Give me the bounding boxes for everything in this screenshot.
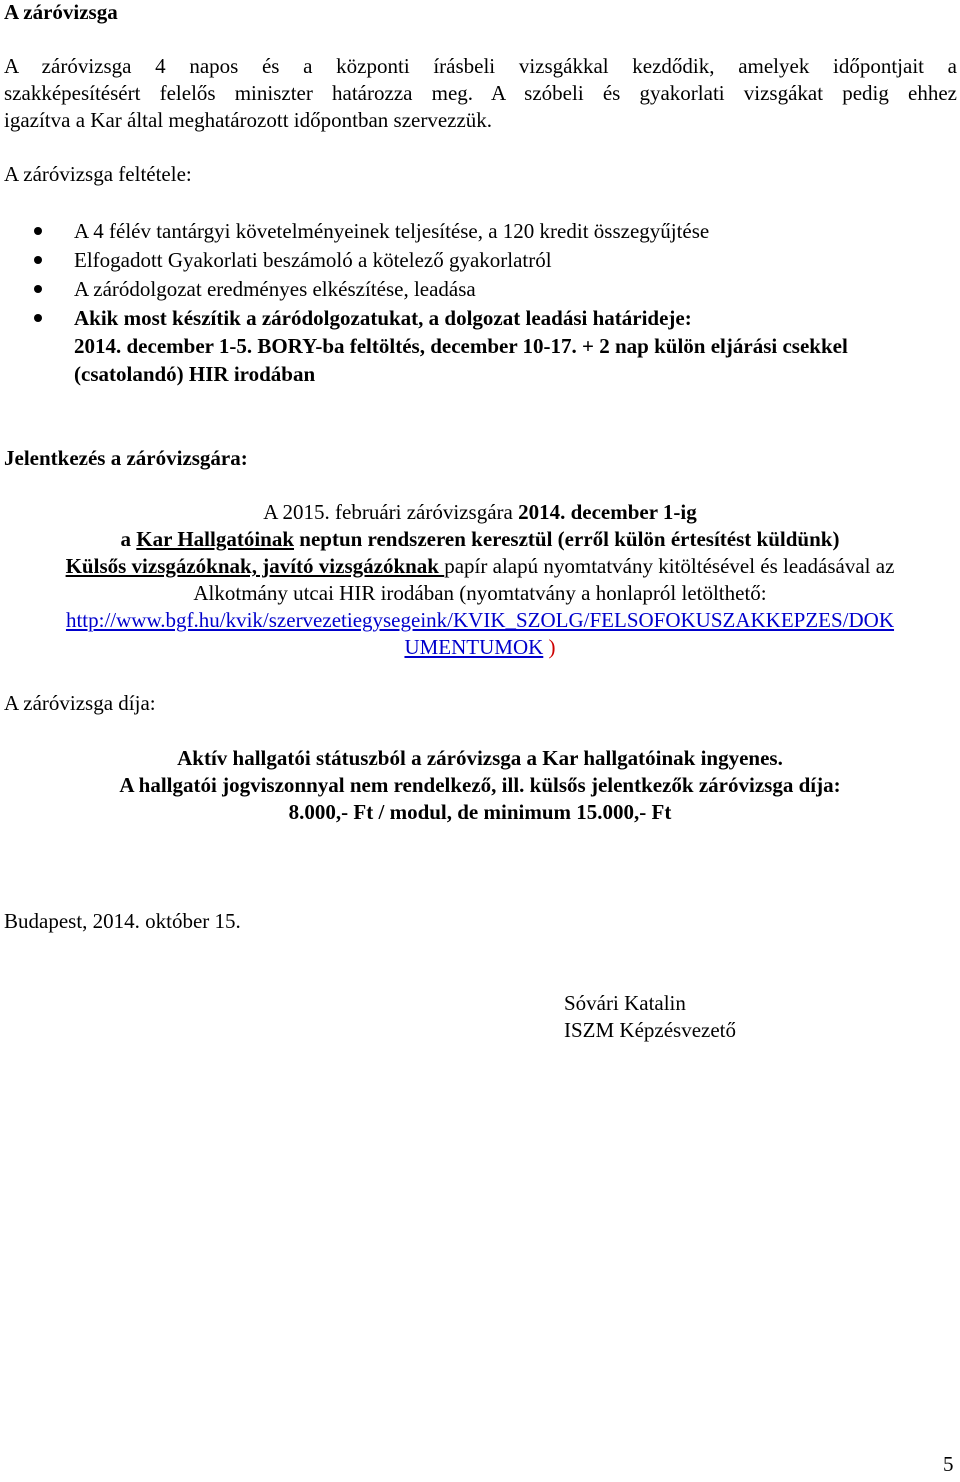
fee-heading: A záróvizsga díja:: [4, 691, 156, 715]
deadline-text: A 2015. februári záróvizsgára: [263, 500, 519, 524]
fee-line-1: Aktív hallgatói státuszból a záróvizsga a Kar hallgatóinak ingyenes.: [177, 746, 783, 770]
registration-deadline: [0, 500, 960, 525]
condition-item-4-line-2: 2014. december 1-5. BORY-ba feltöltés, december 10-17. + 2 nap külön eljárási csekkel: [74, 334, 848, 358]
external-underlined: Külsős vizsgázóknak, javító vizsgázóknak: [65, 554, 445, 578]
condition-item-4-line-3: (csatolandó) HIR irodában: [74, 362, 316, 386]
download-link-cont[interactable]: UMENTUMOK: [404, 635, 544, 659]
intro-line-3: igazítva a Kar által meghatározott időpontban szervezzük.: [4, 108, 493, 132]
condition-item-2: Elfogadott Gyakorlati beszámoló a kötelező gyakorlatról: [74, 248, 552, 272]
condition-item-1: A 4 félév tantárgyi követelményeinek teljesítése, a 120 kredit összegyűjtése: [74, 219, 710, 243]
date-place: Budapest, 2014. október 15.: [4, 909, 241, 933]
condition-item-3: A záródolgozat eredményes elkészítése, leadása: [74, 277, 476, 301]
fee-line-2: A hallgatói jogviszonnyal nem rendelkező, ill. külsős jelentkezők záróvizsga díja:: [119, 773, 841, 797]
registration-students: [0, 527, 960, 552]
registration-link-line-1[interactable]: [0, 608, 960, 633]
page-number: 5: [943, 1452, 954, 1476]
students-prefix: a: [120, 527, 137, 551]
closing-paren: ): [543, 635, 556, 659]
bullet-icon: [34, 227, 42, 235]
fee-line-3: 8.000,- Ft / modul, de minimum 15.000,- Ft: [288, 800, 672, 824]
students-rest: neptun rendszeren keresztül (erről külön értesítést küldünk): [294, 527, 840, 551]
bullet-icon: [34, 314, 42, 322]
bullet-icon: [34, 285, 42, 293]
condition-item-4-line-1: Akik most készítik a záródolgozatukat, a dolgozat leadási határideje:: [74, 306, 692, 330]
students-underlined: Kar Hallgatóinak: [136, 527, 295, 551]
deadline-date: 2014. december 1-ig: [518, 500, 697, 524]
bullet-icon: [34, 256, 42, 264]
conditions-heading: A záróvizsga feltétele:: [4, 162, 192, 186]
external-rest: papír alapú nyomtatvány kitöltésével és leadásával az: [444, 554, 895, 578]
download-link[interactable]: http://www.bgf.hu/kvik/szervezetiegysegeink/KVIK_SZOLG/FELSOFOKUSZAKKEPZES/DOK: [65, 608, 895, 632]
signature-name: Sóvári Katalin: [564, 991, 686, 1015]
signature-role: ISZM Képzésvezető: [564, 1018, 737, 1042]
intro-line-1: A záróvizsga 4 napos és a központi írásbeli vizsgákkal kezdődik, amelyek időpontjait a: [4, 54, 957, 78]
document-title: A záróvizsga: [4, 0, 118, 24]
registration-heading: Jelentkezés a záróvizsgára:: [4, 446, 248, 470]
registration-office: Alkotmány utcai HIR irodában (nyomtatvány a honlapról letölthető:: [193, 581, 767, 605]
registration-external: [0, 554, 960, 579]
registration-link-line-2[interactable]: [0, 635, 960, 660]
intro-line-2: szakképesítésért felelős miniszter határozza meg. A szóbeli és gyakorlati vizsgákat pedig ehhez: [4, 81, 957, 105]
